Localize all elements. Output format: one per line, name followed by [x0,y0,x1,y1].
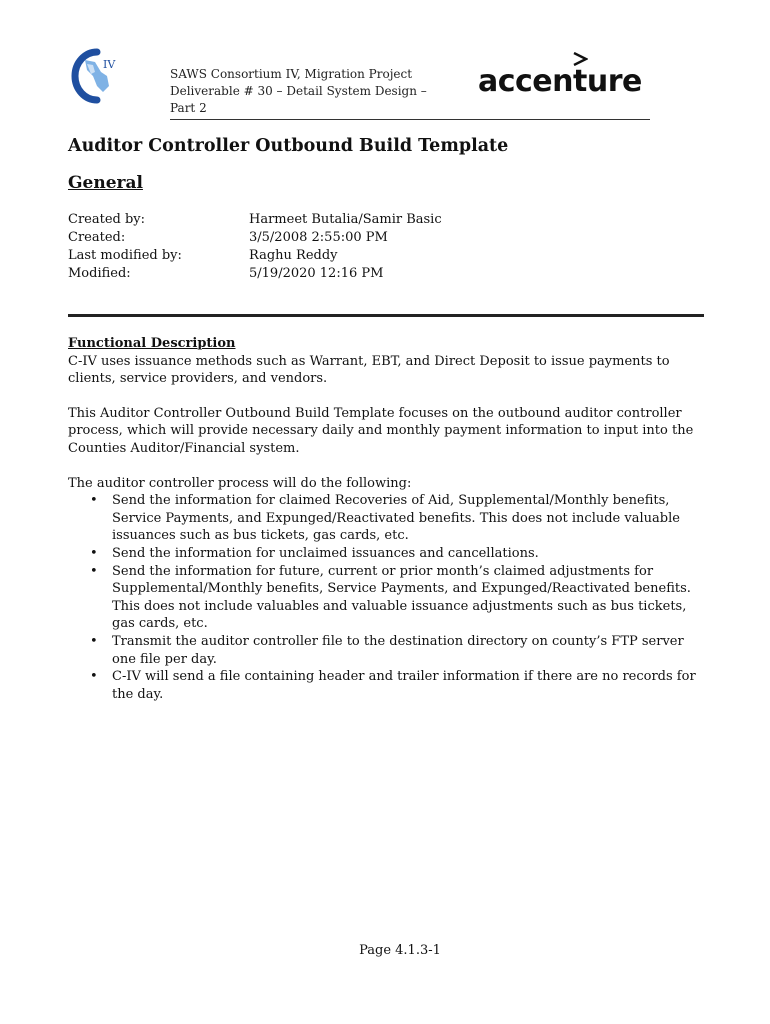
meta-row [68,229,442,247]
list-item-text: Transmit the auditor controller file to the destination directory on county’s FTP server one file per day. [112,633,684,667]
meta-value: 5/19/2020 12:16 PM [249,266,384,281]
process-list [68,492,708,703]
general-heading: General [68,173,143,193]
functional-heading: Functional Description [68,336,236,351]
paragraph: This Auditor Controller Outbound Build Template focuses on the outbound auditor controller process, which will provide necessary daily and monthly payment information to input into the Counties Auditor/Financial system. [68,405,694,456]
meta-value: Harmeet Butalia/Samir Basic [249,212,442,227]
list-item-text: Send the information for unclaimed issuances and cancellations. [112,545,539,561]
bullet-icon: • [90,633,98,649]
list-item [68,492,708,545]
header-line-1: SAWS Consortium IV, Migration Project [170,67,413,81]
meta-label: Created by: [68,212,146,227]
page-title: Auditor Controller Outbound Build Template [68,136,509,156]
page-number: Page 4.1.3-1 [359,943,441,958]
header-divider [170,119,650,120]
list-item-text: Send the information for future, current or prior month’s claimed adjustments for Supplemental/Monthly benefits, Service Payments, and Expunged/Reactivated benefits. This does not include valuables and valuable issuance adjustments such as bus tickets, gas cards, etc. [112,563,691,632]
section-divider [68,314,704,317]
document-metadata [68,211,442,283]
page-footer [0,943,770,958]
header-project-info [170,66,430,117]
meta-row [68,265,442,283]
header-line-3: Part 2 [170,101,207,115]
list-item [68,545,708,563]
functional-description [68,335,708,703]
list-item [68,633,708,668]
list-item-text: C-IV will send a file containing header and trailer information if there are no records for the day. [112,669,696,702]
meta-label: Modified: [68,266,131,281]
meta-value: Raghu Reddy [249,248,338,263]
paragraph: The auditor controller process will do the following: [68,475,412,491]
accenture-logo [478,50,642,102]
bullet-icon: • [90,669,98,685]
list-item [68,563,708,633]
meta-row [68,247,442,265]
civ-logo [67,46,119,106]
header-line-2: Deliverable # 30 – Detail System Design – [170,84,427,98]
accenture-wordmark: accenture [478,64,642,99]
list-item-text: Send the information for claimed Recoveries of Aid, Supplemental/Monthly benefits, Service Payments, and Expunged/Reactivated benefits. This does not include valuable issuances such as bus tickets, gas cards, etc. [112,493,680,544]
meta-row [68,211,442,229]
list-item [68,668,708,703]
bullet-icon: • [90,563,98,579]
meta-label: Created: [68,230,126,245]
paragraph: C-IV uses issuance methods such as Warrant, EBT, and Direct Deposit to issue payments to clients, service providers, and vendors. [68,353,670,387]
bullet-icon: • [90,493,98,509]
svg-text:IV: IV [103,58,116,71]
meta-value: 3/5/2008 2:55:00 PM [249,230,388,245]
meta-label: Last modified by: [68,248,182,263]
bullet-icon: • [90,545,98,561]
